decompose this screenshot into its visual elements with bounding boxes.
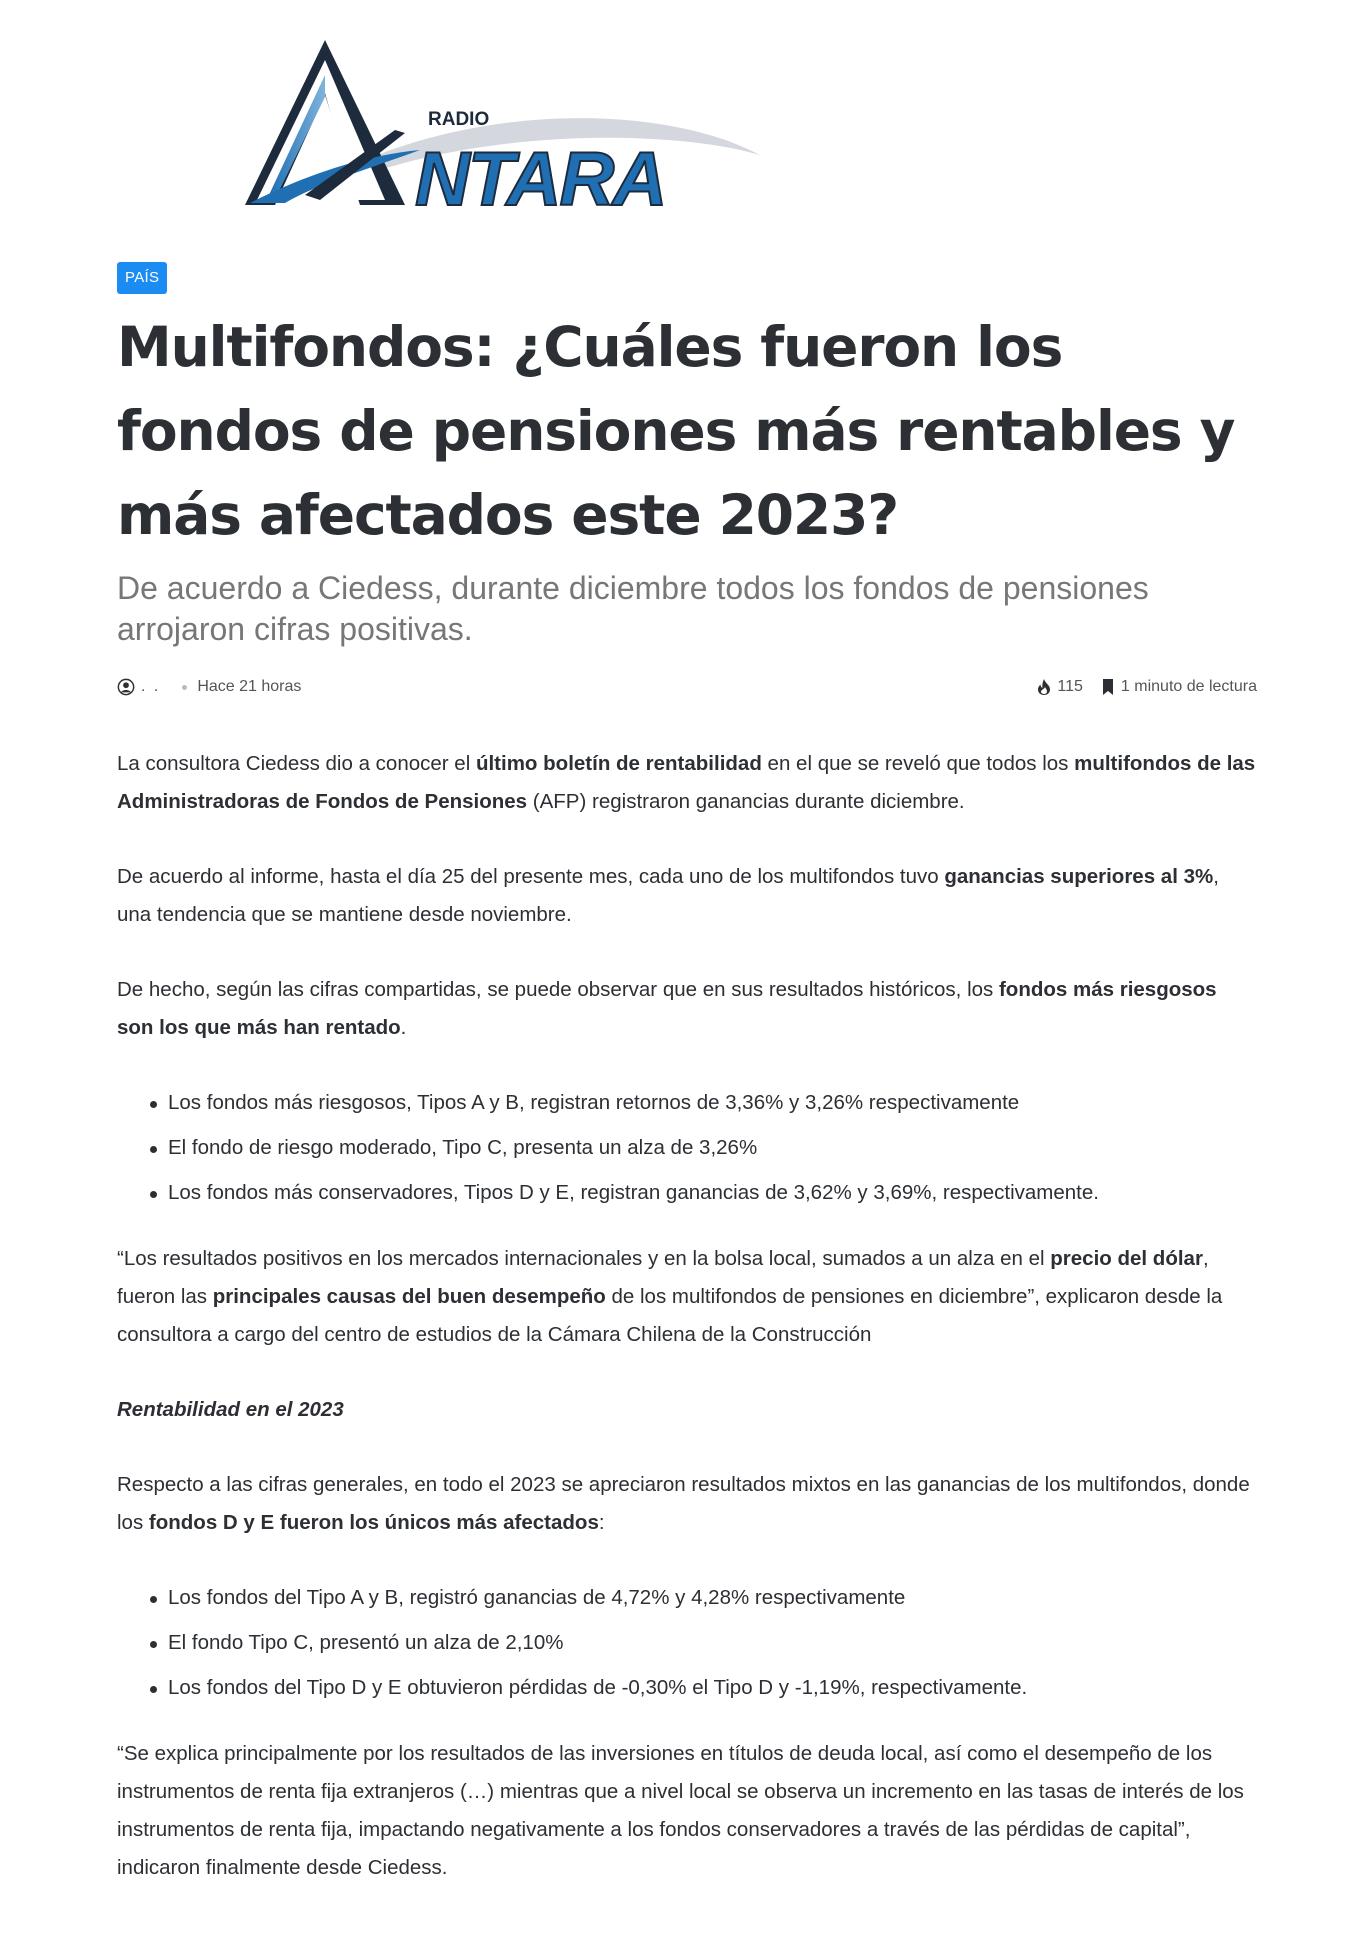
text-span: en el que se reveló que todos los [761,752,1075,775]
title-line: fondos de pensiones más rentables y [117,399,1235,463]
bookmark-icon [1101,679,1115,695]
text-span: Respecto a las cifras generales, en todo el 2023 se apreciaron resultados mixtos en las ganancias de los multifondos, donde los [117,1473,1250,1534]
paragraph: “Se explica principalmente por los resultados de las inversiones en títulos de deuda local, así como el desempeño de los instrumentos de renta fija extranjeros (…) mientras que a nivel local se observa un incremento en las tasas de interés de los instrumentos de renta fija, impactando negativamente a los fondos conservadores a través de las pérdidas de capital”, indicaron finalmente desde Ciedess. [117,1742,1244,1879]
article-meta [117,672,1257,702]
subtitle-line: De acuerdo a Ciedess, durante diciembre todos los fondos de pensiones [117,570,1149,606]
section-heading: Rentabilidad en el 2023 [117,1398,344,1421]
paragraph [117,858,1257,934]
text-span: “Los resultados positivos en los mercados internacionales y en la bolsa local, sumados a un alza en el [117,1247,1051,1270]
text-span: : [598,1511,605,1534]
logo-name-text: NTARA [415,137,666,215]
text-span: De acuerdo al informe, hasta el día 25 del presente mes, cada uno de los multifondos tuvo [117,865,945,888]
paragraph [117,1466,1257,1542]
bold-text: último boletín de rentabilidad [475,752,762,775]
text-span: (AFP) registraron ganancias durante diciembre. [527,790,965,813]
bold-text: principales causas del buen desempeño [212,1285,606,1308]
bold-text: ganancias superiores al 3% [944,865,1214,888]
text-span: , una tendencia que se mantiene desde noviembre. [117,865,1219,926]
separator-dot [182,685,187,690]
bold-text: fondos más riesgosos son los que más han rentado [117,978,1217,1039]
paragraph [117,1240,1257,1354]
bullet-list [117,1579,1257,1707]
category-badge[interactable]: PAÍS [117,262,167,294]
text-span: La consultora Ciedess dio a conocer el [117,752,476,775]
meta-right [1037,672,1257,702]
bold-text: fondos D y E fueron los únicos más afectados [148,1511,599,1534]
title-line: Multifondos: ¿Cuáles fueron los [117,315,1063,379]
bold-text: multifondos de las Administradoras de Fondos de Pensiones [117,752,1256,813]
read-time: 1 minuto de lectura [1120,678,1257,695]
text-span: de los multifondos de pensiones en diciembre”, explicaron desde la consultora a cargo del centro de estudios de la Cámara Chilena de la Construcción [117,1285,1223,1346]
bullet-list [117,1084,1257,1212]
logo-radio-text: RADIO [428,109,490,130]
list-item: Los fondos del Tipo D y E obtuvieron pérdidas de -0,30% el Tipo D y -1,19%, respectivamente. [147,1669,1257,1707]
published-time: Hace 21 horas [197,678,302,695]
list-item: Los fondos más riesgosos, Tipos A y B, registran retornos de 3,36% y 3,26% respectivamente [147,1084,1257,1122]
author-name[interactable]: . . [141,678,161,695]
paragraph [117,745,1257,821]
meta-left [117,672,301,702]
text-span: . [400,1016,407,1039]
title-line: más afectados este 2023? [117,483,899,547]
user-avatar-icon[interactable] [117,678,135,696]
article-title [117,305,1257,557]
fire-icon [1037,679,1051,695]
text-span: De hecho, según las cifras compartidas, se puede observar que en sus resultados históricos, los [117,978,999,1001]
subtitle-line: arrojaron cifras positivas. [117,611,473,647]
paragraph [117,971,1257,1047]
article-subtitle [117,568,1257,650]
list-item: Los fondos del Tipo A y B, registró ganancias de 4,72% y 4,28% respectivamente [147,1579,1257,1617]
list-item: El fondo Tipo C, presentó un alza de 2,10% [147,1624,1257,1662]
text-span: , fueron las [117,1247,1209,1308]
article-body [117,745,1257,1924]
radio-antara-logo[interactable] [245,35,765,215]
bold-text: precio del dólar [1050,1247,1203,1270]
list-item: El fondo de riesgo moderado, Tipo C, presenta un alza de 3,26% [147,1129,1257,1167]
list-item: Los fondos más conservadores, Tipos D y E, registran ganancias de 3,62% y 3,69%, respectivamente. [147,1174,1257,1212]
view-count: 115 [1057,678,1083,695]
